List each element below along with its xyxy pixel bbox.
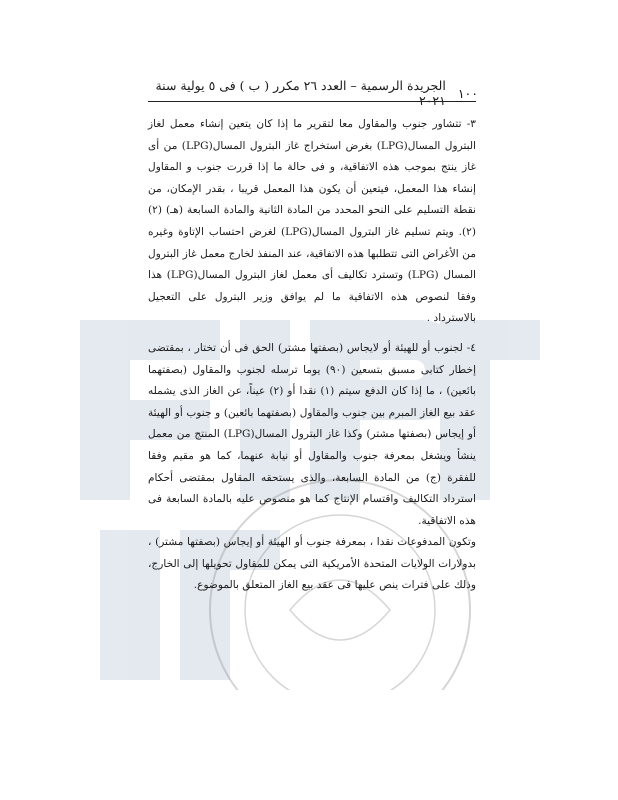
- header-divider: [148, 101, 476, 102]
- paragraph-clause-3: ٣- تتشاور جنوب والمقاول معا لتقرير ما إذا كان يتعين إنشاء معمل لغاز البترول المسال(LPG) بغرض استخراج غاز البترول المسال(LPG) من أى غاز ينتج بموجب هذه الاتفاقية، و فى حالة ما إذا قررت جنوب و المقاول إنشاء هذا المعمل، فيتعين أن يكون هذا المعمل قريبا ، بقدر الإمكان، من نقطة التسليم على النحو المحدد من المادة الثانية والمادة السابعة (هـ) (٢) (٢). ويتم تسليم غاز البترول المسال(LPG) لغرض احتساب الإتاوة وغيره من الأغراض التى تتطلبها هذه الاتفاقية، عند المنفذ لخارج معمل غاز البترول المسال (LPG) وتسترد تكاليف أى معمل لغاز البترول المسال(LPG) هذا وفقا لنصوص هذه الاتفاقية ما لم يوافق وزير البترول على التعجيل بالاسترداد .: [148, 118, 477, 325]
- page-number: ١٠٠: [457, 85, 478, 101]
- paragraph-payments: وتكون المدفوعات نقدا ، بمعرفة جنوب أو الهيئة أو إيجاس (بصفتها مشتر) ، بدولارات الولايات المتحدة الأمريكية التى يمكن للمقاول تحويلها إلى الخارج، وذلك على فترات ينص عليها فى عقد بيع الغاز المتعلق بالموضوع.: [148, 536, 476, 592]
- document-body: [148, 114, 476, 597]
- paragraph-clause-4: ٤- لجنوب أو للهيئة أو لايجاس (بصفتها مشتر) الحق فى أن تختار ، بمقتضى إخطار كتابى مسبق بتسعين (٩٠) يوما ترسله لجنوب والمقاول (بصفتهما بائعين) ، ما إذا كان الدفع سيتم (١) نقدا أو (٢) عيناً، عن الغاز الذى يشمله عقد بيع الغاز المبرم بين جنوب والمقاول (بصفتهما بائعين) و جنوب أو الهيئة أو إيجاس (بصفتها مشتر) وكذا غاز البترول المسال(LPG) المنتج من معمل ينشأ ويشغل بمعرفة جنوب والمقاول أو نيابة عنهما، كما هو مقيم وفقا للفقرة (ج) من المادة السابعة، والذى يستحقه المقاول بمقتضى أحكام استرداد التكاليف واقتسام الإنتاج كما هو منصوص عليه بالمادة السابعة فى هذه الاتفاقية.: [148, 341, 477, 527]
- page-header: [150, 78, 478, 108]
- gazette-title: الجريدة الرسمية – العدد ٢٦ مكرر ( ب ) فى ٥ يولية سنة ٢٠٢١: [155, 78, 446, 108]
